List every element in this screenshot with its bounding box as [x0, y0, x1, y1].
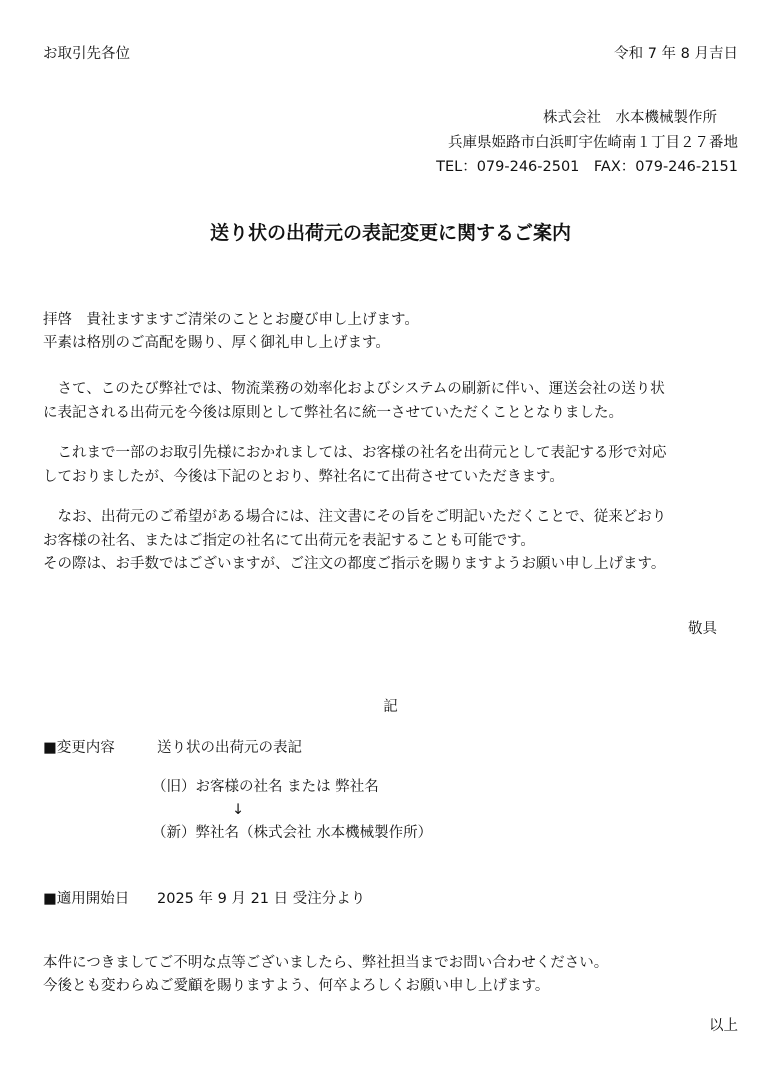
down-arrow-icon: ↓	[232, 802, 245, 818]
document-title: 送り状の出荷元の表記変更に関するご案内	[209, 222, 571, 244]
ki-heading: 記	[383, 699, 398, 715]
sender-address: 兵庫県姫路市白浜町宇佐崎南１丁目２７番地	[448, 135, 738, 151]
body-paragraph-line: これまで一部のお取引先様におかれましては、お客様の社名を出荷元として表記する形で対応	[43, 445, 667, 461]
sender-company: 株式会社 水本機械製作所	[543, 110, 717, 126]
sender-contact: TEL：079-246-2501 FAX：079-246-2151	[436, 159, 738, 175]
closing-ijou: 以上	[709, 1018, 738, 1034]
body-paragraph-line: お客様の社名、またはご指定の社名にて出荷元を表記することも可能です。	[43, 533, 535, 549]
effective-label: ■適用開始日	[43, 891, 130, 907]
body-paragraph-line: に表記される出荷元を今後は原則として弊社名に統一させていただくこととなりました。	[43, 405, 623, 421]
change-label: ■変更内容	[43, 740, 115, 756]
body-paragraph-line: さて、このたび弊社では、物流業務の効率化およびシステムの刷新に伴い、運送会社の送り状	[43, 381, 665, 397]
greeting-line: 拝啓 貴社ますますご清栄のこととお慶び申し上げます。	[43, 312, 419, 328]
body-paragraph-line: その際は、お手数ではございますが、ご注文の都度ご指示を賜りますようお願い申し上げます。	[43, 556, 666, 572]
footer-line: 今後とも変わらぬご愛顧を賜りますよう、何卒よろしくお願い申し上げます。	[43, 978, 550, 994]
footer-line: 本件につきましてご不明な点等ございましたら、弊社担当までお問い合わせください。	[43, 955, 609, 971]
change-new: （新）弊社名（株式会社 水本機械製作所）	[152, 825, 433, 841]
body-paragraph-line: なお、出荷元のご希望がある場合には、注文書にその旨をご明記いただくことで、従来どおり	[43, 509, 667, 525]
document-date: 令和 7 年 8 月吉日	[614, 46, 738, 62]
change-old: （旧）お客様の社名 または 弊社名	[152, 779, 379, 795]
greeting-line: 平素は格別のご高配を賜り、厚く御礼申し上げます。	[43, 335, 390, 351]
closing-keigu: 敬具	[688, 621, 717, 637]
effective-value: 2025 年 9 月 21 日 受注分より	[157, 891, 366, 907]
change-value: 送り状の出荷元の表記	[157, 740, 302, 756]
recipient: お取引先各位	[43, 46, 130, 62]
body-paragraph-line: しておりましたが、今後は下記のとおり、弊社名にて出荷させていただきます。	[43, 469, 564, 485]
